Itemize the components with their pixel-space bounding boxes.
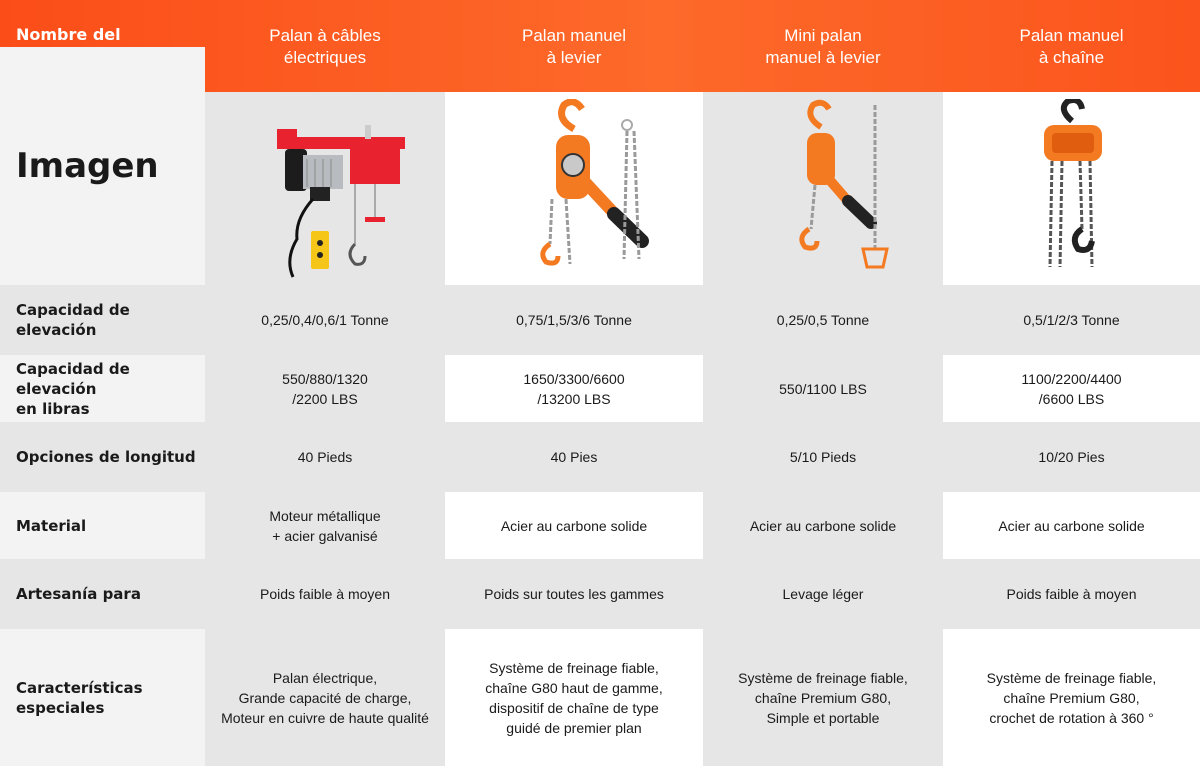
- row-label: Opciones de longitud: [0, 422, 205, 492]
- product-name-2: Palan manuel à levier: [522, 26, 626, 67]
- product-image-1: [205, 92, 445, 285]
- table-row: [0, 285, 1200, 355]
- cell-value: Palan électrique, Grande capacité de charge, Moteur en cuivre de haute qualité: [205, 629, 445, 766]
- cell-value: Poids faible à moyen: [205, 559, 445, 629]
- cell-value: 0,25/0,4/0,6/1 Tonne: [205, 285, 445, 355]
- cell-value: Acier au carbone solide: [445, 492, 703, 559]
- cell-value: Poids sur toutes les gammes: [445, 559, 703, 629]
- cell-value: Poids faible à moyen: [943, 559, 1200, 629]
- cell-value: Système de freinage fiable, chaîne Premium G80, crochet de rotation à 360 °: [943, 629, 1200, 766]
- header-label: Nombre del: [16, 25, 121, 44]
- cell-value: 550/880/1320 /2200 LBS: [205, 355, 445, 422]
- cell-value: 5/10 Pieds: [703, 422, 943, 492]
- cell-value: Système de freinage fiable, chaîne Premium G80, Simple et portable: [703, 629, 943, 766]
- cell-value: 1650/3300/6600 /13200 LBS: [445, 355, 703, 422]
- cell-value: Levage léger: [703, 559, 943, 629]
- cell-value: 0,75/1,5/3/6 Tonne: [445, 285, 703, 355]
- cell-value: Moteur métallique + acier galvanisé: [205, 492, 445, 559]
- row-label: Artesanía para: [0, 559, 205, 629]
- lever-hoist-icon: [474, 99, 674, 279]
- cell-value: 0,25/0,5 Tonne: [703, 285, 943, 355]
- row-label: Capacidad de elevación: [0, 285, 205, 355]
- mini-lever-hoist-icon: [723, 99, 923, 279]
- table-row: [0, 559, 1200, 629]
- product-image-3: [703, 92, 943, 285]
- row-label: Características especiales: [0, 629, 205, 766]
- cell-value: 0,5/1/2/3 Tonne: [943, 285, 1200, 355]
- image-row-label: Imagen: [0, 47, 205, 285]
- product-image-2: [445, 92, 703, 285]
- cell-value: Système de freinage fiable, chaîne G80 haut de gamme, dispositif de chaîne de type guidé de premier plan: [445, 629, 703, 766]
- cell-value: 40 Pieds: [205, 422, 445, 492]
- table-row: [0, 629, 1200, 766]
- row-label: Material: [0, 492, 205, 559]
- product-name-4: Palan manuel à chaîne: [1019, 26, 1124, 67]
- product-image-4: [943, 92, 1200, 285]
- cell-value: 550/1100 LBS: [703, 355, 943, 422]
- chain-hoist-icon: [972, 99, 1172, 279]
- cell-value: Acier au carbone solide: [943, 492, 1200, 559]
- cell-value: 1100/2200/4400 /6600 LBS: [943, 355, 1200, 422]
- table-row: [0, 355, 1200, 422]
- image-row: [0, 92, 1200, 285]
- product-name-3: Mini palan manuel à levier: [765, 26, 881, 67]
- product-name-1: Palan à câbles électriques: [269, 26, 381, 67]
- table-row: [0, 422, 1200, 492]
- cell-value: Acier au carbone solide: [703, 492, 943, 559]
- cell-value: 40 Pies: [445, 422, 703, 492]
- cell-value: 10/20 Pies: [943, 422, 1200, 492]
- row-label: Capacidad de elevación en libras: [0, 355, 205, 422]
- table-row: [0, 492, 1200, 559]
- electric-hoist-icon: [225, 99, 425, 279]
